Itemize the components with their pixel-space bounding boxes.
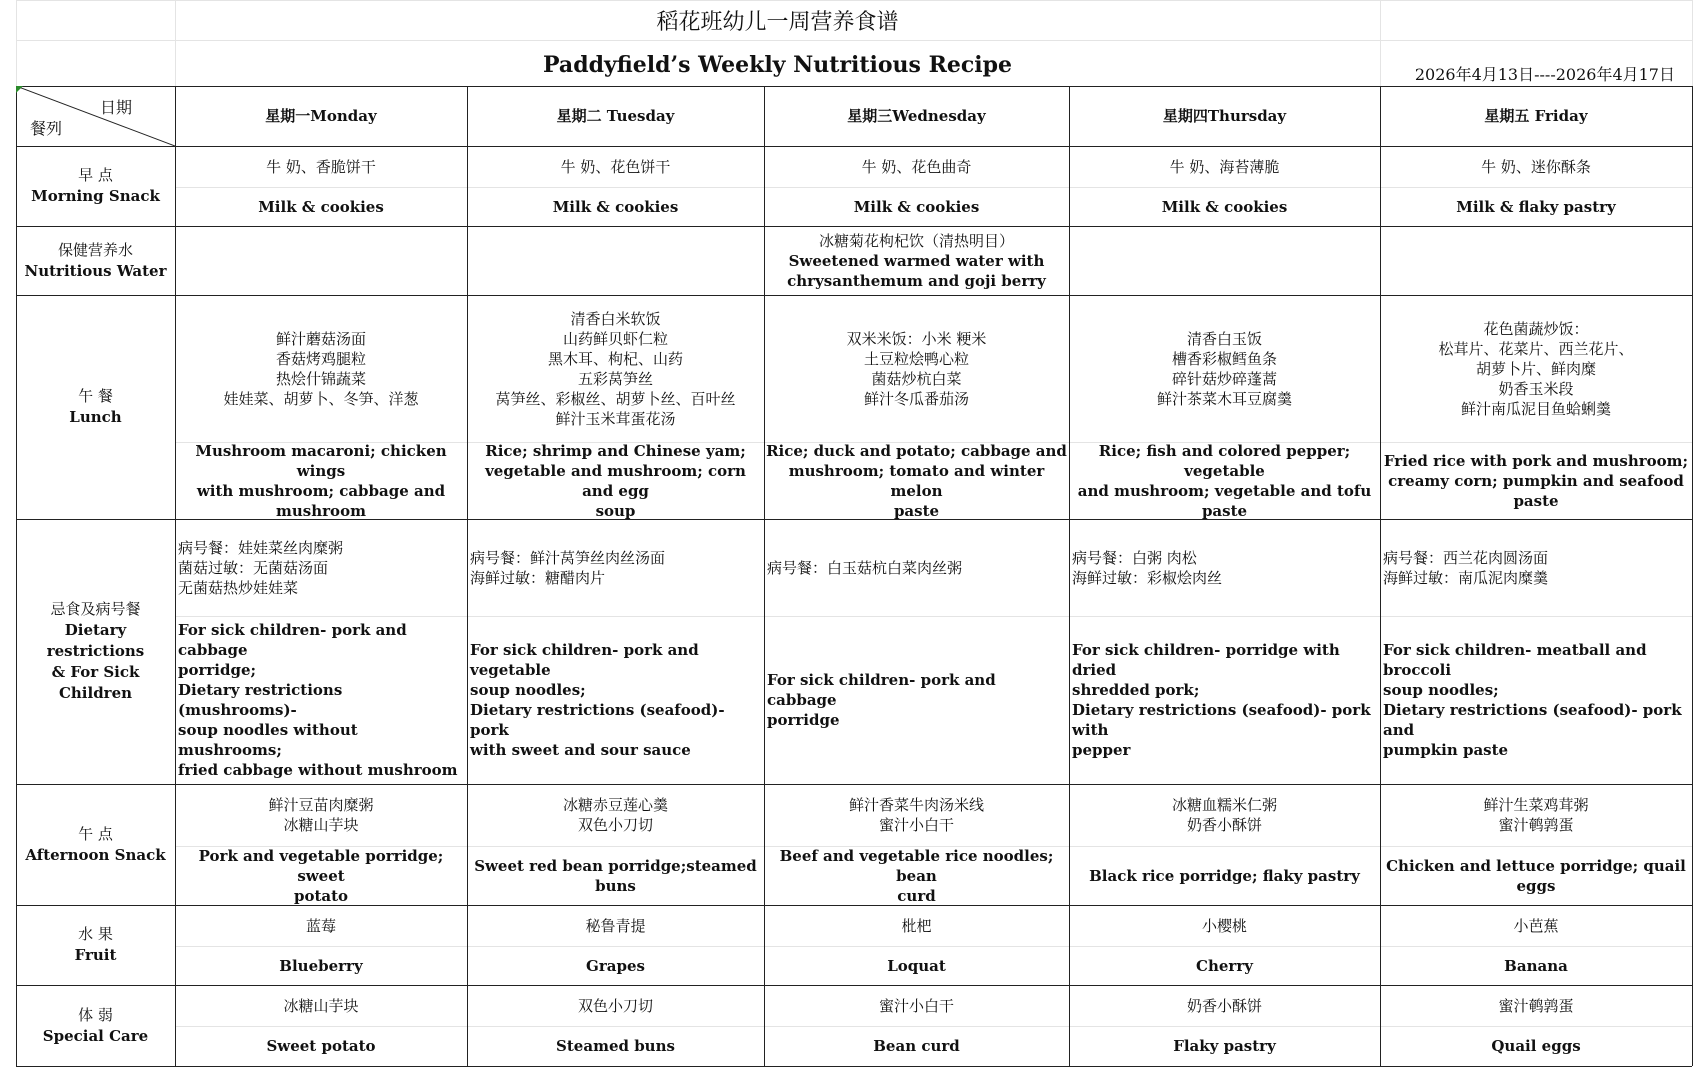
lunch-line: 奶香玉米段 bbox=[1498, 379, 1574, 398]
fruit-cn-mon: 蓝莓 bbox=[305, 916, 336, 935]
special-care-cn-mon: 冰糖山芋块 bbox=[283, 996, 359, 1015]
dietary-en-line: For sick children- pork and cabbage bbox=[767, 671, 996, 709]
row-label-cn: 体 弱 bbox=[78, 1005, 113, 1024]
row-label-special-care bbox=[16, 985, 175, 1066]
corner-date-label: 日期 bbox=[100, 98, 133, 117]
row-label-lunch bbox=[16, 295, 175, 519]
special-care-cn-thu: 奶香小酥饼 bbox=[1186, 996, 1262, 1015]
dietary-en-line: For sick children- meatball and broccoli bbox=[1383, 641, 1647, 679]
morning-snack-cn-fri: 牛 奶、迷你酥条 bbox=[1481, 157, 1591, 176]
row-label-cn: 早 点 bbox=[78, 166, 113, 184]
dietary-en-line: For sick children- pork and cabbage bbox=[178, 621, 407, 659]
lunch-cn-thu bbox=[1069, 295, 1380, 442]
morning-snack-cn-mon: 牛 奶、香脆饼干 bbox=[266, 157, 376, 176]
row-label-cn: 忌食及病号餐 bbox=[50, 600, 141, 618]
fruit-en-thu: Cherry bbox=[1196, 956, 1253, 975]
dietary-en-wed bbox=[764, 616, 1069, 784]
dietary-line: 病号餐：娃娃菜丝肉糜粥 bbox=[178, 538, 344, 557]
lunch-en-thu bbox=[1069, 442, 1380, 519]
afternoon-line: 鲜汁生菜鸡茸粥 bbox=[1483, 796, 1589, 814]
row-label-en: & For Sick bbox=[51, 663, 140, 681]
row-label-en: Lunch bbox=[69, 408, 122, 426]
morning-snack-cn-tue: 牛 奶、花色饼干 bbox=[560, 157, 671, 176]
afternoon-en-line: Pork and vegetable porridge; sweet bbox=[198, 846, 444, 885]
lunch-cn-tue bbox=[467, 295, 764, 442]
dietary-en-line: soup noodles without mushrooms; bbox=[178, 721, 358, 759]
lunch-en-line: mushroom; tomato and winter melon bbox=[788, 461, 1045, 500]
dietary-en-line: soup noodles; bbox=[1383, 681, 1499, 699]
dietary-cn-fri bbox=[1380, 519, 1692, 616]
lunch-en-line: and mushroom; vegetable and tofu paste bbox=[1077, 481, 1372, 520]
lunch-en-line: vegetable and mushroom; corn and egg bbox=[485, 461, 746, 500]
dietary-en-line: soup noodles; bbox=[470, 681, 586, 699]
lunch-line: 碎针菇炒碎蓬蒿 bbox=[1171, 369, 1277, 388]
date-range: 2026年4月13日----2026年4月17日 bbox=[1414, 64, 1675, 84]
dietary-line: 病号餐：鲜汁莴笋丝肉丝汤面 bbox=[470, 548, 666, 567]
dietary-line: 海鲜过敏：南瓜泥肉糜羹 bbox=[1383, 568, 1549, 587]
special-care-en-mon: Sweet potato bbox=[266, 1037, 376, 1055]
special-care-en-tue: Steamed buns bbox=[556, 1037, 675, 1055]
dietary-en-line: fried cabbage without mushroom bbox=[178, 761, 458, 779]
dietary-en-line: Dietary restrictions (mushrooms)- bbox=[178, 681, 343, 719]
day-header-wednesday: 星期三Wednesday bbox=[847, 107, 986, 125]
afternoon-en-line: curd bbox=[897, 886, 936, 905]
corner-meal-label: 餐列 bbox=[30, 119, 63, 138]
afternoon-en-line: Black rice porridge; flaky pastry bbox=[1089, 866, 1360, 885]
afternoon-en-line: Beef and vegetable rice noodles; bean bbox=[779, 846, 1054, 885]
dietary-en-line: Dietary restrictions (seafood)- pork and bbox=[1383, 701, 1682, 739]
lunch-en-line: Rice; shrimp and Chinese yam; bbox=[485, 441, 746, 460]
dietary-en-thu bbox=[1069, 616, 1380, 784]
afternoon-en-line: Chicken and lettuce porridge; quail eggs bbox=[1386, 856, 1686, 895]
lunch-en-tue bbox=[467, 442, 764, 519]
dietary-line: 病号餐：西兰花肉圆汤面 bbox=[1383, 548, 1549, 567]
row-label-cn: 午 餐 bbox=[78, 387, 113, 405]
row-label-en: Afternoon Snack bbox=[25, 845, 166, 864]
afternoon-snack-cn-tue bbox=[467, 784, 764, 846]
row-label-cn: 午 点 bbox=[78, 824, 113, 843]
lunch-en-line: Mushroom macaroni; chicken wings bbox=[195, 441, 447, 480]
morning-snack-cn-wed: 牛 奶、花色曲奇 bbox=[861, 157, 972, 176]
day-header-thursday: 星期四Thursday bbox=[1162, 107, 1287, 125]
dietary-line: 病号餐：白玉菇杭白菜肉丝粥 bbox=[767, 558, 963, 577]
dietary-en-line: Dietary restrictions (seafood)- pork with bbox=[1072, 701, 1371, 739]
lunch-en-mon bbox=[175, 442, 467, 519]
afternoon-snack-en-mon bbox=[175, 846, 467, 905]
row-label-en: Morning Snack bbox=[31, 187, 160, 205]
afternoon-line: 鲜汁豆苗肉糜粥 bbox=[268, 796, 374, 814]
afternoon-line: 冰糖赤豆莲心羹 bbox=[562, 796, 668, 814]
lunch-line: 热烩什锦蔬菜 bbox=[275, 369, 366, 388]
morning-snack-cn-thu: 牛 奶、海苔薄脆 bbox=[1169, 157, 1280, 176]
lunch-line: 土豆粒烩鸭心粒 bbox=[863, 349, 969, 368]
dietary-cn-tue bbox=[467, 519, 764, 616]
afternoon-snack-en-tue bbox=[467, 846, 764, 905]
lunch-line: 莴笋丝、彩椒丝、胡萝卜丝、百叶丝 bbox=[495, 389, 736, 408]
special-care-cn-fri: 蜜汁鹌鹑蛋 bbox=[1498, 996, 1574, 1015]
fruit-cn-thu: 小樱桃 bbox=[1201, 916, 1247, 935]
nutritious-water-cell-wed bbox=[764, 226, 1069, 295]
dietary-cn-mon bbox=[175, 519, 467, 616]
dietary-en-tue bbox=[467, 616, 764, 784]
lunch-en-line: with mushroom; cabbage and bbox=[196, 481, 446, 500]
lunch-line: 清香白米软饭 bbox=[570, 309, 661, 328]
lunch-en-line: paste bbox=[893, 501, 940, 520]
row-label-morning-snack bbox=[16, 146, 175, 226]
row-label-cn: 保健营养水 bbox=[57, 240, 133, 259]
lunch-line: 花色菌蔬炒饭： bbox=[1483, 319, 1589, 338]
lunch-line: 清香白玉饭 bbox=[1186, 329, 1262, 348]
afternoon-snack-en-thu bbox=[1069, 846, 1380, 905]
special-care-cn-tue: 双色小刀切 bbox=[577, 996, 653, 1015]
dietary-en-line: For sick children- porridge with dried bbox=[1072, 641, 1340, 679]
dietary-en-line: pepper bbox=[1072, 741, 1131, 759]
row-label-dietary bbox=[16, 519, 175, 784]
nutritious-water-en: Sweetened warmed water with bbox=[788, 251, 1045, 270]
lunch-line: 双米米饭：小米 粳米 bbox=[846, 329, 987, 348]
lunch-line: 菌菇炒杭白菜 bbox=[871, 369, 962, 388]
morning-snack-en-tue: Milk & cookies bbox=[552, 197, 679, 216]
afternoon-line: 冰糖山芋块 bbox=[283, 816, 359, 834]
dietary-line: 病号餐：白粥 肉松 bbox=[1072, 548, 1197, 567]
dietary-en-fri bbox=[1380, 616, 1692, 784]
lunch-en-line: Fried rice with pork and mushroom; bbox=[1383, 451, 1689, 470]
dietary-en-line: Dietary restrictions (seafood)- pork bbox=[470, 701, 725, 739]
lunch-en-line: mushroom bbox=[276, 501, 366, 520]
lunch-line: 鲜汁蘑菇汤面 bbox=[275, 329, 366, 348]
morning-snack-en-thu: Milk & cookies bbox=[1161, 197, 1288, 216]
fruit-cn-wed: 枇杷 bbox=[901, 916, 932, 935]
day-header-tuesday: 星期二 Tuesday bbox=[556, 107, 675, 125]
afternoon-snack-cn-thu bbox=[1069, 784, 1380, 846]
lunch-en-fri bbox=[1380, 442, 1692, 519]
morning-snack-en-wed: Milk & cookies bbox=[853, 197, 980, 216]
page-title-chinese: 稻花班幼儿一周营养食谱 bbox=[656, 9, 899, 35]
dietary-en-line: porridge; bbox=[178, 661, 257, 679]
lunch-cn-wed bbox=[764, 295, 1069, 442]
afternoon-line: 蜜汁鹌鹑蛋 bbox=[1498, 816, 1574, 834]
row-label-en: Special Care bbox=[42, 1026, 149, 1045]
special-care-en-thu: Flaky pastry bbox=[1173, 1037, 1276, 1055]
fruit-en-tue: Grapes bbox=[586, 956, 645, 975]
lunch-en-line: Rice; duck and potato; cabbage and bbox=[766, 441, 1067, 460]
dietary-en-line: porridge bbox=[767, 711, 840, 729]
special-care-en-wed: Bean curd bbox=[873, 1037, 960, 1055]
afternoon-line: 双色小刀切 bbox=[577, 816, 653, 834]
lunch-line: 槽香彩椒鳕鱼条 bbox=[1171, 349, 1277, 368]
fruit-cn-fri: 小芭蕉 bbox=[1513, 916, 1559, 935]
nutritious-water-en: chrysanthemum and goji berry bbox=[787, 271, 1046, 290]
row-label-afternoon-snack bbox=[16, 784, 175, 905]
corner-marker-icon bbox=[16, 86, 23, 93]
lunch-en-line: soup bbox=[595, 501, 636, 520]
dietary-en-mon bbox=[175, 616, 467, 784]
afternoon-en-line: Sweet red bean porridge;steamed buns bbox=[474, 856, 757, 895]
fruit-en-wed: Loquat bbox=[887, 956, 946, 975]
lunch-line: 娃娃菜、胡萝卜、冬笋、洋葱 bbox=[223, 389, 419, 408]
lunch-line: 香菇烤鸡腿粒 bbox=[275, 349, 366, 368]
lunch-en-wed bbox=[764, 442, 1069, 519]
dietary-line: 海鲜过敏：彩椒烩肉丝 bbox=[1072, 568, 1223, 587]
lunch-line: 鲜汁冬瓜番茄汤 bbox=[863, 389, 969, 408]
lunch-line: 五彩莴笋丝 bbox=[577, 369, 653, 388]
lunch-line: 胡萝卜片、鲜肉糜 bbox=[1475, 359, 1596, 378]
afternoon-line: 蜜汁小白干 bbox=[878, 816, 954, 834]
dietary-en-line: with sweet and sour sauce bbox=[470, 741, 691, 759]
lunch-line: 鲜汁茶菜木耳豆腐羹 bbox=[1156, 389, 1292, 408]
lunch-cn-fri bbox=[1380, 295, 1692, 442]
row-label-cn: 水 果 bbox=[78, 925, 113, 943]
dietary-en-line: pumpkin paste bbox=[1383, 741, 1509, 759]
fruit-cn-tue: 秘鲁青提 bbox=[585, 916, 646, 935]
afternoon-snack-cn-mon bbox=[175, 784, 467, 846]
row-label-en: Dietary restrictions bbox=[46, 621, 145, 660]
page-title-english: Paddyfield’s Weekly Nutritious Recipe bbox=[542, 52, 1012, 78]
dietary-en-line: shredded pork; bbox=[1072, 681, 1200, 699]
morning-snack-en-mon: Milk & cookies bbox=[258, 197, 384, 216]
afternoon-line: 奶香小酥饼 bbox=[1186, 816, 1262, 834]
row-label-en: Fruit bbox=[74, 946, 117, 964]
lunch-line: 山药鲜贝虾仁粒 bbox=[562, 329, 668, 348]
dietary-line: 海鲜过敏：糖醋肉片 bbox=[470, 568, 606, 587]
row-label-nutritious-water bbox=[16, 226, 175, 295]
lunch-line: 鲜汁玉米茸蛋花汤 bbox=[555, 409, 676, 428]
nutritious-water-cn: 冰糖菊花枸杞饮（清热明目） bbox=[818, 231, 1014, 250]
dietary-line: 菌菇过敏：无菌菇汤面 bbox=[178, 558, 329, 577]
afternoon-line: 鲜汁香菜牛肉汤米线 bbox=[848, 796, 984, 814]
lunch-line: 黑木耳、枸杞、山药 bbox=[547, 349, 683, 368]
special-care-cn-wed: 蜜汁小白干 bbox=[878, 996, 954, 1015]
dietary-cn-wed bbox=[764, 519, 1069, 616]
row-label-en: Nutritious Water bbox=[24, 261, 167, 280]
afternoon-snack-cn-wed bbox=[764, 784, 1069, 846]
fruit-en-fri: Banana bbox=[1504, 956, 1568, 975]
lunch-line: 松茸片、花菜片、西兰花片、 bbox=[1438, 339, 1634, 358]
fruit-en-mon: Blueberry bbox=[279, 956, 363, 975]
dietary-line: 无菌菇热炒娃娃菜 bbox=[178, 578, 299, 597]
lunch-en-line: creamy corn; pumpkin and seafood paste bbox=[1388, 471, 1684, 510]
lunch-en-line: Rice; fish and colored pepper; vegetable bbox=[1098, 441, 1351, 480]
afternoon-en-line: potato bbox=[293, 886, 349, 905]
dietary-cn-thu bbox=[1069, 519, 1380, 616]
day-header-friday: 星期五 Friday bbox=[1484, 107, 1588, 125]
row-label-en: Children bbox=[58, 684, 133, 702]
dietary-en-line: For sick children- pork and vegetable bbox=[470, 641, 699, 679]
day-header-monday: 星期一Monday bbox=[265, 107, 377, 125]
afternoon-line: 冰糖血糯米仁粥 bbox=[1171, 796, 1277, 814]
lunch-line: 鲜汁南瓜泥目鱼蛤蜊羹 bbox=[1460, 399, 1611, 418]
row-label-fruit bbox=[16, 905, 175, 985]
afternoon-snack-en-wed bbox=[764, 846, 1069, 905]
special-care-en-fri: Quail eggs bbox=[1491, 1037, 1581, 1055]
afternoon-snack-cn-fri bbox=[1380, 784, 1692, 846]
lunch-cn-mon bbox=[175, 295, 467, 442]
morning-snack-en-fri: Milk & flaky pastry bbox=[1456, 197, 1616, 216]
afternoon-snack-en-fri bbox=[1380, 846, 1692, 905]
